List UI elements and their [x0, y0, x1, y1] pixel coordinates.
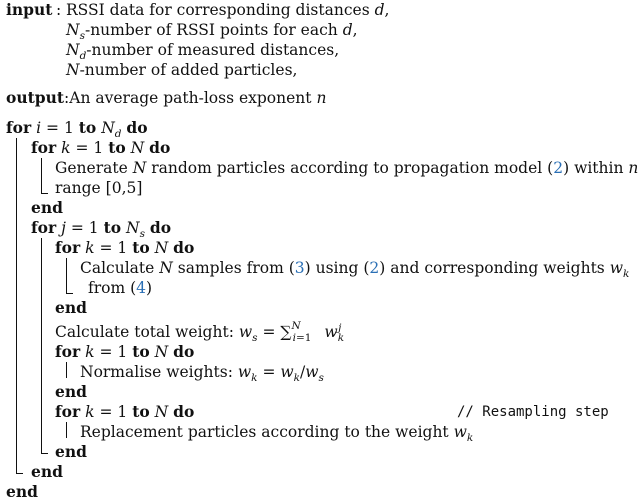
for-k-line-2: for k = 1 to N do	[55, 238, 195, 257]
for-k-line-4: for k = 1 to N do	[55, 402, 195, 421]
block-hook-for-k-2	[66, 293, 73, 294]
ref-eq-2b: 2	[369, 259, 380, 277]
block-rule-for-k-1	[41, 158, 42, 194]
block-rule-for-k-3	[66, 362, 67, 378]
output-row: output:An average path-loss exponent n	[6, 88, 327, 107]
generate-line: Generate N random particles according to propagation model (2) within n	[55, 159, 638, 177]
for-j-line: for j = 1 to $N_s$ do	[31, 218, 172, 241]
block-hook-for-k-1	[41, 193, 48, 194]
end-for-k-4: end	[55, 442, 87, 461]
input-line-3: $N_d$-number of measured distances,	[66, 41, 340, 63]
block-rule-for-k-4	[66, 422, 67, 438]
for-k-line-1: for k = 1 to N do	[31, 138, 171, 157]
calculate-line: Calculate N samples from (3) using (2) and corresponding weights $w_k$	[80, 259, 630, 281]
for-k-line-3: for k = 1 to N do	[55, 342, 195, 361]
block-hook-for-j	[41, 453, 48, 454]
output-label: output	[6, 88, 65, 107]
block-rule-for-i	[16, 138, 17, 474]
end-for-k-3: end	[55, 382, 87, 401]
end-for-i: end	[6, 482, 38, 501]
input-line-1: RSSI data for corresponding distances d,	[66, 1, 390, 19]
input-colon: :	[56, 1, 62, 19]
calculate-line-cont: from (4)	[88, 279, 153, 297]
ref-eq-2: 2	[553, 159, 564, 177]
input-row	[6, 0, 52, 20]
normalise-line: Normalise weights: $w_k = w_k/w_s$	[80, 363, 324, 385]
for-i-line: for i = 1 to $N_d$ do	[6, 118, 148, 141]
replacement-line: Replacement particles according to the weight $w_k$	[80, 423, 474, 445]
input-line-2: $N_s$-number of RSSI points for each d,	[66, 21, 358, 43]
block-hook-for-i	[16, 473, 23, 474]
end-for-j: end	[31, 462, 63, 481]
resampling-comment: // Resampling step	[457, 404, 609, 420]
end-for-k-2: end	[55, 298, 87, 317]
block-rule-for-k-2	[66, 258, 67, 294]
generate-line-cont: range [0,5]	[55, 179, 143, 197]
total-weight-line: Calculate total weight: $w_s = \sum^N_{i=1}$ $w_k^j$	[55, 319, 345, 345]
input-label: input	[6, 0, 53, 19]
ref-eq-3: 3	[294, 259, 305, 277]
block-rule-for-j	[41, 238, 42, 454]
end-for-k-1: end	[31, 198, 63, 217]
ref-eq-4: 4	[136, 279, 147, 297]
input-line-4: N-number of added particles,	[66, 61, 298, 79]
